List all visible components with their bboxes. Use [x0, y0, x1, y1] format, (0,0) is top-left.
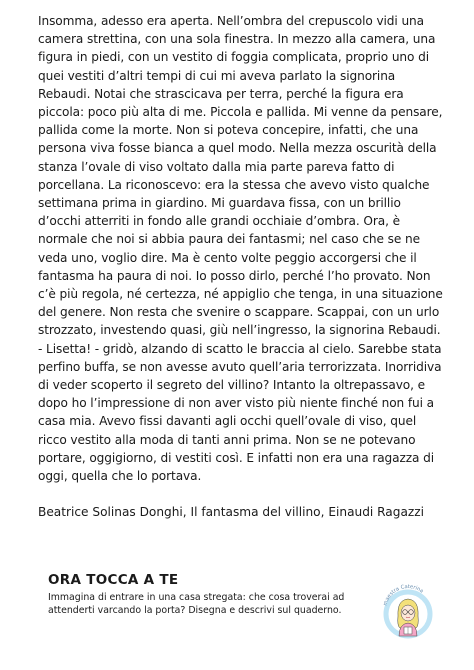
- source-citation: Beatrice Solinas Donghi, Il fantasma del villino, Einaudi Ragazzi: [38, 505, 425, 519]
- author-logo: [378, 582, 438, 642]
- teacher-avatar-icon: [378, 582, 438, 642]
- task-box: [48, 572, 378, 617]
- story-text: Insomma, adesso era aperta. Nell’ombra del crepuscolo vidi una camera strettina, con una sola finestra. In mezzo alla camera, una figura in piedi, con un vestito di foggia complicata, proprio uno di quei vestiti d’altri tempi di cui mi aveva parlato la signorina Rebaudi. Notai che strascicava per terra, perché la figura era piccola: poco più alta di me. Piccola e pallida. Mi venne da pensare, pallida come la morte. Non si poteva concepire, infatti, che una persona viva fosse bianca a quel modo. Nella mezza oscurità della stanza l’ovale di viso voltato dalla mia parte pareva fatto di porcellana. La riconoscevo: era la stessa che avevo visto qualche settimana prima in giardino. Mi guardava fissa, con un brillio d’occhi atterriti in fondo alle grandi occhiaie d’ombra. Ora, è normale che noi si abbia paura dei fantasmi; nel caso che se ne veda uno, voglio dire. Ma è cento volte peggio accorgersi che il fantasma ha paura di noi. Io posso dirlo, perché l’ho provato. Non c’è più regola, né certezza, né appiglio che tenga, in una situazione del genere. Non resta che svenire o scappare. Scappai, con un urlo strozzato, investendo quasi, giù nell’ingresso, la signorina Rebaudi. - Lisetta! - gridò, alzando di scatto le braccia al cielo. Sarebbe stata perfino buffa, se non avesse avuto quell’aria terrorizzata. Inorridiva di veder scoperto il segreto del villino? Intanto la oltrepassavo, e dopo ho l’impressione di non aver visto più niente finché non fui a casa mia. Avevo fissi davanti agli occhi quell’ovale di viso, quel ricco vestito alla moda di tanti anni prima. Non se ne potevano portare, oggigiorno, di vestiti così. E infatti non era una ragazza di oggi, quella che lo portava.: [38, 14, 443, 484]
- task-title: ORA TOCCA A TE: [48, 572, 179, 588]
- logo-arc-text: maestra Caterina: [382, 583, 425, 607]
- task-instructions: Immagina di entrare in una casa stregata: che cosa troverai ad attenderti varcando la porta? Disegna e descrivi sul quaderno.: [48, 592, 345, 616]
